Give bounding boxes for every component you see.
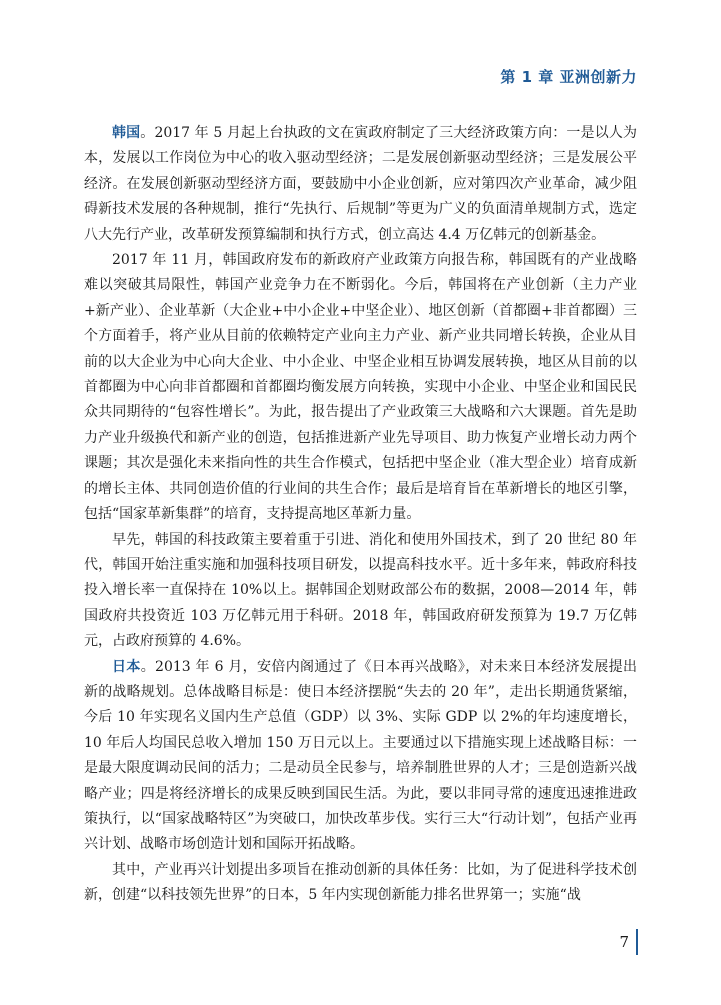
paragraph-korea-science xyxy=(84,528,637,655)
main-text xyxy=(84,121,637,909)
paragraph-text: 早先，韩国的科技政策主要着重于引进、消化和使用外国技术，到了 20 世纪 80 年代，韩国开始注重实施和加强科技项目研发，以提高科技水平。近十多年来，韩政府科技投入增长率一直保持在 10%以上。据韩国企划财政部公布的数据，2008—2014 年，韩国政府共投资近 103 万亿韩元用于科研。2018 年，韩国政府研发预算为 19.7 万亿韩元，占政府预算的 4.6%。 xyxy=(84,531,637,650)
keyword-korea: 韩国 xyxy=(112,125,141,141)
paragraph-japan-industry xyxy=(84,858,637,909)
chapter-header xyxy=(500,66,637,87)
paragraph-text: 。2017 年 5 月起上台执政的文在寅政府制定了三大经济政策方向：一是以人为本，发展以工作岗位为中心的收入驱动型经济；二是发展创新驱动型经济；三是发展公平经济。在发展创新驱动型经济方面，要鼓励中小企业创新，应对第四次产业革命，减少阻碍新技术发展的各种规制，推行“先执行、后规制”等更为广义的负面清单规制方式，选定八大先行产业，改革研发预算编制和执行方式，创立高达 4.4 万亿韩元的创新基金。 xyxy=(84,125,637,243)
page-number-bar xyxy=(636,929,638,955)
paragraph-korea-policy xyxy=(84,248,637,527)
chapter-title: 第 1 章 亚洲创新力 xyxy=(500,68,637,86)
paragraph-text: 其中，产业再兴计划提出多项旨在推动创新的具体任务：比如，为了促进科学技术创新，创建“以科技领先世界”的日本，5 年内实现创新能力排名世界第一；实施“战 xyxy=(84,861,637,904)
paragraph-japan xyxy=(84,655,637,858)
paragraph-text: 2017 年 11 月，韩国政府发布的新政府产业政策方向报告称，韩国既有的产业战略难以突破其局限性，韩国产业竞争力在不断弱化。今后，韩国将在产业创新（主力产业+新产业）、企业革新（大企业+中小企业+中坚企业）、地区创新（首都圈+非首都圈）三个方面着手，将产业从目前的依赖特定产业向主力产业、新产业共同增长转换，企业从目前的以大企业为中心向大企业、中小企业、中坚企业相互协调发展转换，地区从目前的以首都圈为中心向非首都圈和首都圈均衡发展方向转换，实现中小企业、中坚企业和国民民众共同期待的“包容性增长”。为此，报告提出了产业政策三大战略和六大课题。首先是助力产业升级换代和新产业的创造，包括推进新产业先导项目、助力恢复产业增长动力两个课题；其次是强化未来指向性的共生合作模式，包括把中坚企业（准大型企业）培育成新的增长主体、共同创造价值的行业间的共生合作；最后是培育旨在革新增长的地区引擎，包括“国家革新集群”的培育，支持提高地区革新力量。 xyxy=(84,252,637,523)
paragraph-korea xyxy=(84,121,637,248)
paragraph-text: 。2013 年 6 月，安倍内阁通过了《日本再兴战略》，对未来日本经济发展提出新的战略规划。总体战略目标是：使日本经济摆脱“失去的 20 年”，走出长期通货紧缩，今后 10 年实现名义国内生产总值（GDP）以 3%、实际 GDP 以 2%的年均速度增长，10 年后人均国民总收入增加 150 万日元以上。主要通过以下措施实现上述战略目标：一是最大限度调动民间的活力；二是动员全民参与，培养制胜世界的人才；三是创造新兴战略产业；四是将经济增长的成果反映到国民生活。为此，要以非同寻常的速度迅速推进政策执行，以“国家战略特区”为突破口，加快改革步伐。实行三大“行动计划”，包括产业再兴计划、战略市场创造计划和国际开拓战略。 xyxy=(84,658,638,853)
keyword-japan: 日本 xyxy=(112,658,141,675)
page-number: 7 xyxy=(619,933,629,951)
